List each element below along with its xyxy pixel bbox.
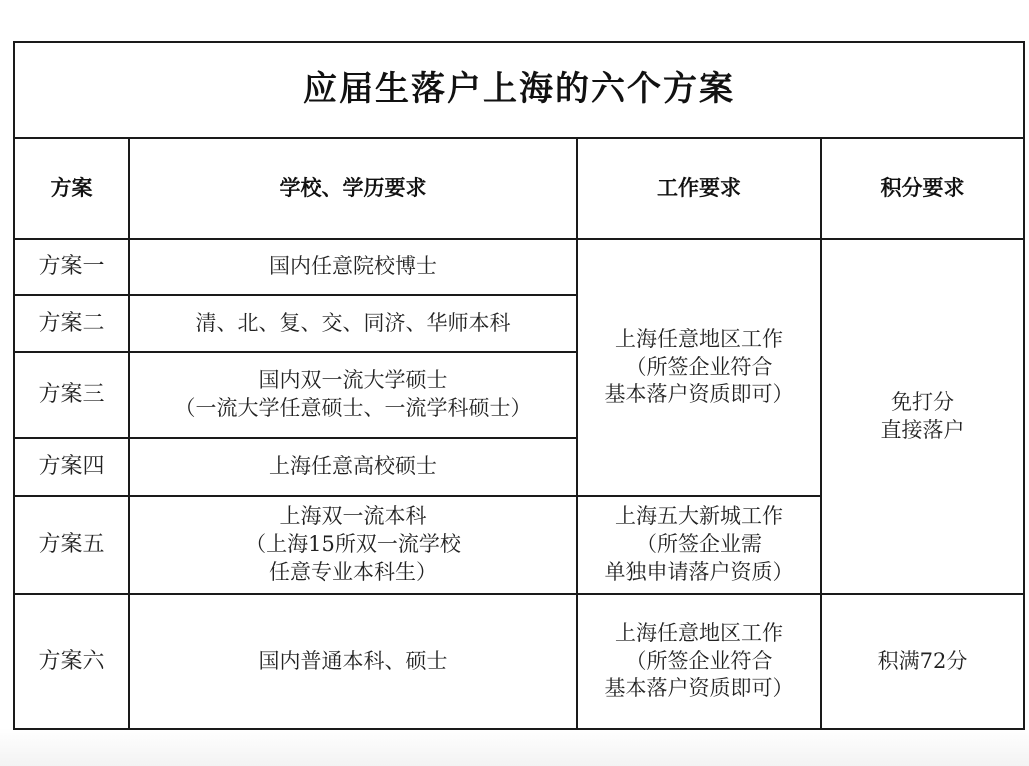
work-cell: 上海任意地区工作 （所签企业符合 基本落户资质即可）: [577, 594, 821, 729]
plan-cell: 方案四: [14, 438, 129, 496]
points-cell: 积满72分: [821, 594, 1024, 729]
education-cell: 国内普通本科、硕士: [129, 594, 577, 729]
work-cell: 上海五大新城工作 （所签企业需 单独申请落户资质）: [577, 496, 821, 594]
header-work: 工作要求: [577, 138, 821, 239]
table-title: 应届生落户上海的六个方案: [14, 42, 1024, 138]
settlement-plans-table: [13, 41, 1025, 730]
plan-cell: 方案一: [14, 239, 129, 295]
header-points: 积分要求: [821, 138, 1024, 239]
education-cell: 国内双一流大学硕士 （一流大学任意硕士、一流学科硕士）: [129, 352, 577, 438]
education-cell: 国内任意院校博士: [129, 239, 577, 295]
plan-cell: 方案五: [14, 496, 129, 594]
education-cell: 上海任意高校硕士: [129, 438, 577, 496]
plan-cell: 方案六: [14, 594, 129, 729]
table-row: [14, 239, 1024, 295]
plan-cell: 方案三: [14, 352, 129, 438]
education-cell: 上海双一流本科 （上海15所双一流学校 任意专业本科生）: [129, 496, 577, 594]
table-row: [14, 594, 1024, 729]
points-cell: 免打分 直接落户: [821, 239, 1024, 594]
header-row: [14, 138, 1024, 239]
header-education: 学校、学历要求: [129, 138, 577, 239]
work-cell: 上海任意地区工作 （所签企业符合 基本落户资质即可）: [577, 239, 821, 496]
bottom-shadow: [0, 728, 1029, 766]
header-plan: 方案: [14, 138, 129, 239]
plan-cell: 方案二: [14, 295, 129, 352]
education-cell: 清、北、复、交、同济、华师本科: [129, 295, 577, 352]
